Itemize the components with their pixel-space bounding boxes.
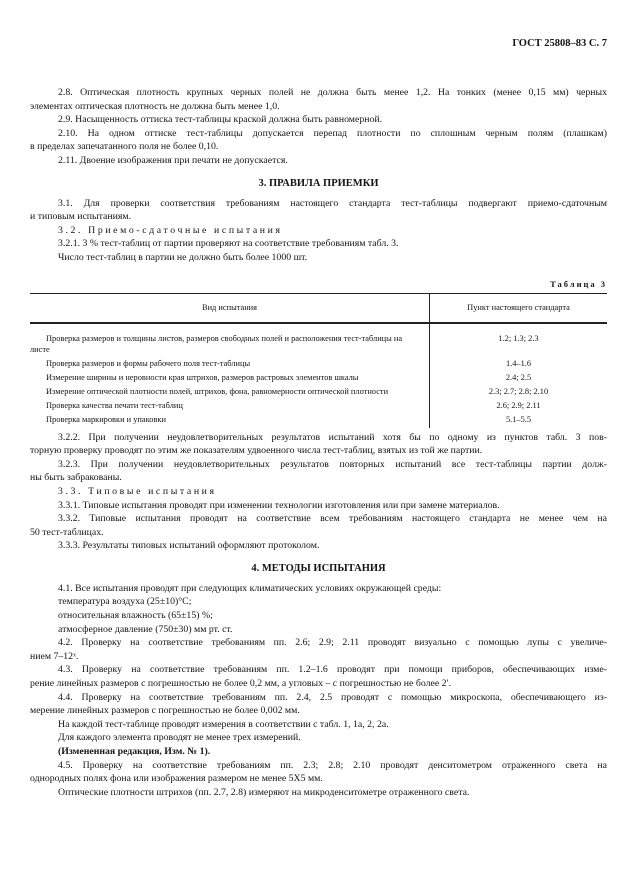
paragraph-line: торную проверку проводят по этим же показателям удвоенного числа тест-таблиц, взятых из той же партии. (30, 445, 483, 457)
clause-cell: 1.2; 1.3; 2.3 (430, 323, 608, 358)
paragraph (30, 539, 607, 553)
paragraph-line: 4.3. Проверку на соответствие требованиям пп. 1.2–1.6 проводят при помощи приборов, обеспечивающих изме- (58, 664, 607, 676)
table-row (30, 372, 607, 386)
paragraph (30, 786, 607, 800)
paragraph-line: мерение линейных размеров с погрешностью не более 0,002 мм. (30, 705, 300, 717)
clause-cell: 5.1–5.5 (430, 414, 608, 428)
table-caption: Таблица 3 (550, 278, 607, 289)
table-row (30, 386, 607, 400)
clause-cell: 2.6; 2.9; 2.11 (430, 400, 608, 414)
document-body (30, 86, 607, 799)
paragraph (30, 127, 607, 154)
paragraph-line: Число тест-таблиц в партии не должно быть более 1000 шт. (58, 251, 308, 263)
paragraph-line: 2.8. Оптическая плотность крупных черных полей не должна быть менее 1,2. На тонких (менее 0,15 мм) черных (58, 87, 607, 98)
paragraph-line: 3.2.2. При получении неудовлетворительных результатов испытаний хотя бы по одному из пунктов табл. 3 пов- (58, 431, 607, 443)
paragraph (30, 731, 607, 745)
paragraph (30, 759, 607, 786)
page-header: ГОСТ 25808–83 С. 7 (512, 38, 607, 49)
paragraph-line: 3.1. Для проверки соответствия требованиям настоящего стандарта тест-таблицы подвергают приемо-сдаточным (58, 197, 607, 209)
paragraph-line: 4.2. Проверку на соответствие требованиям пп. 2.6; 2.9; 2.11 проводят визуально с помощью лупы с увеличе- (58, 637, 607, 649)
paragraph-line: нием 7–12ˣ. (30, 650, 79, 662)
test-type-cell: Проверка размеров и толщины листов, размеров свободных полей и расположения тест-таблицы на листе (30, 333, 403, 354)
paragraph-line: 4.1. Все испытания проводят при следующих климатических условиях окружающей среды: (58, 582, 442, 594)
paragraph (30, 718, 607, 732)
paragraph-line: Оптические плотности штрихов (пп. 2.7, 2.8) измеряют на микроденситометре отраженного света. (58, 786, 470, 798)
paragraph-line: Для каждого элемента проводят не менее трех измерений. (58, 732, 301, 744)
section-heading: 4. МЕТОДЫ ИСПЫТАНИЯ (251, 562, 386, 574)
paragraph-line: 2.11. Двоение изображения при печати не допускается. (58, 154, 288, 166)
clause-cell: 2.4; 2.5 (430, 372, 608, 386)
paragraph (30, 595, 607, 609)
test-type-cell: Измерение оптической плотности полей, штрихов, фона, равномерности оптической плотности (46, 386, 389, 396)
table-header-row (30, 293, 607, 323)
paragraph-line: в пределах запечатанного поля не более 0,10. (30, 141, 219, 153)
paragraph (30, 237, 607, 251)
paragraph (30, 154, 607, 168)
paragraph (30, 499, 607, 513)
paragraph (30, 582, 607, 596)
paragraph-line: 50 тест-таблицах. (30, 526, 104, 538)
paragraph-line: атмосферное давление (750±30) мм рт. ст. (58, 623, 233, 635)
clause-cell: 2.3; 2.7; 2.8; 2.10 (430, 386, 608, 400)
paragraph (30, 691, 607, 718)
paragraph-line: элементах оптическая плотность не должна быть менее 1,0. (30, 100, 280, 112)
clause-cell: 1.4–1.6 (430, 358, 608, 372)
paragraph (30, 86, 607, 113)
paragraph-line: 2.9. Насыщенность оттиска тест-таблицы краской должна быть равномерной. (58, 114, 383, 126)
paragraph (30, 197, 607, 224)
paragraph-line: 3.3.3. Результаты типовых испытаний оформляют протоколом. (58, 540, 320, 552)
paragraph-line: 3.2. Приемо-сдаточные испытания (58, 224, 283, 236)
paragraph (30, 458, 607, 485)
paragraph (30, 113, 607, 127)
table-row (30, 358, 607, 372)
paragraph-line: На каждой тест-таблице проводят измерения в соответствии с табл. 1, 1а, 2, 2а. (58, 718, 389, 730)
paragraph (30, 609, 607, 623)
paragraph (30, 224, 607, 238)
column-header-clause: Пункт настоящего стандарта (430, 293, 608, 323)
paragraph (30, 251, 607, 265)
paragraph-line: ны быть забракованы. (30, 472, 122, 484)
test-type-cell: Проверка маркировки и упаковки (46, 414, 166, 424)
paragraph-line: 3.3.2. Типовые испытания проводят на соответствие всем требованиям настоящего стандарта не менее чем на (58, 513, 607, 525)
paragraph-line: 4.4. Проверку на соответствие требованиям пп. 2.4, 2.5 проводят с помощью микроскопа, обеспечивающего из- (58, 691, 607, 703)
paragraph-line: 3.2.1. 3 % тест-таблиц от партии проверяют на соответствие требованиям табл. 3. (58, 238, 399, 250)
paragraph (30, 745, 607, 759)
paragraph-line: (Измененная редакция, Изм. № 1). (58, 746, 211, 757)
paragraph-line: рение линейных размеров с погрешностью не более 0,2 мм, а угловых – с погрешностью не более 2′. (30, 678, 452, 690)
paragraph (30, 512, 607, 539)
paragraph-line: и типовым испытаниям. (30, 211, 132, 223)
paragraph (30, 663, 607, 690)
test-type-cell: Проверка качества печати тест-таблиц (46, 400, 183, 410)
paragraph-line: относительная влажность (65±15) %; (58, 610, 213, 622)
paragraph (30, 431, 607, 458)
table-row (30, 400, 607, 414)
paragraph (30, 623, 607, 637)
paragraph-line: 2.10. На одном оттиске тест-таблицы допускается перепад плотности по сплошным черным полям (плашкам) (58, 127, 607, 139)
paragraph-line: температура воздуха (25±10)°С; (58, 596, 192, 608)
paragraph (30, 485, 607, 499)
table-row (30, 414, 607, 428)
paragraph (30, 636, 607, 663)
paragraph-line: 4.5. Проверку на соответствие требованиям пп. 2.3; 2.8; 2.10 проводят денситометром отраженного света на (58, 759, 607, 771)
section-heading: 3. ПРАВИЛА ПРИЕМКИ (258, 177, 379, 189)
test-type-cell: Проверка размеров и формы рабочего поля тест-таблицы (46, 358, 251, 368)
requirements-table (30, 293, 607, 428)
column-header-test-type: Вид испытания (30, 293, 430, 323)
paragraph-line: 3.3. Типовые испытания (58, 485, 217, 497)
table-row (30, 323, 607, 358)
paragraph-line: 3.2.3. При получении неудовлетворительных результатов повторных испытаний все тест-таблицы партии долж- (58, 458, 607, 470)
paragraph-line: 3.3.1. Типовые испытания проводят при изменении технологии изготовления или при замене материалов. (58, 499, 500, 511)
test-type-cell: Измерение ширины и неровности края штрихов, размеров растровых элементов шкалы (46, 372, 359, 382)
paragraph-line: однородных полях фона или изображения размером не менее 5Х5 мм. (30, 773, 323, 785)
